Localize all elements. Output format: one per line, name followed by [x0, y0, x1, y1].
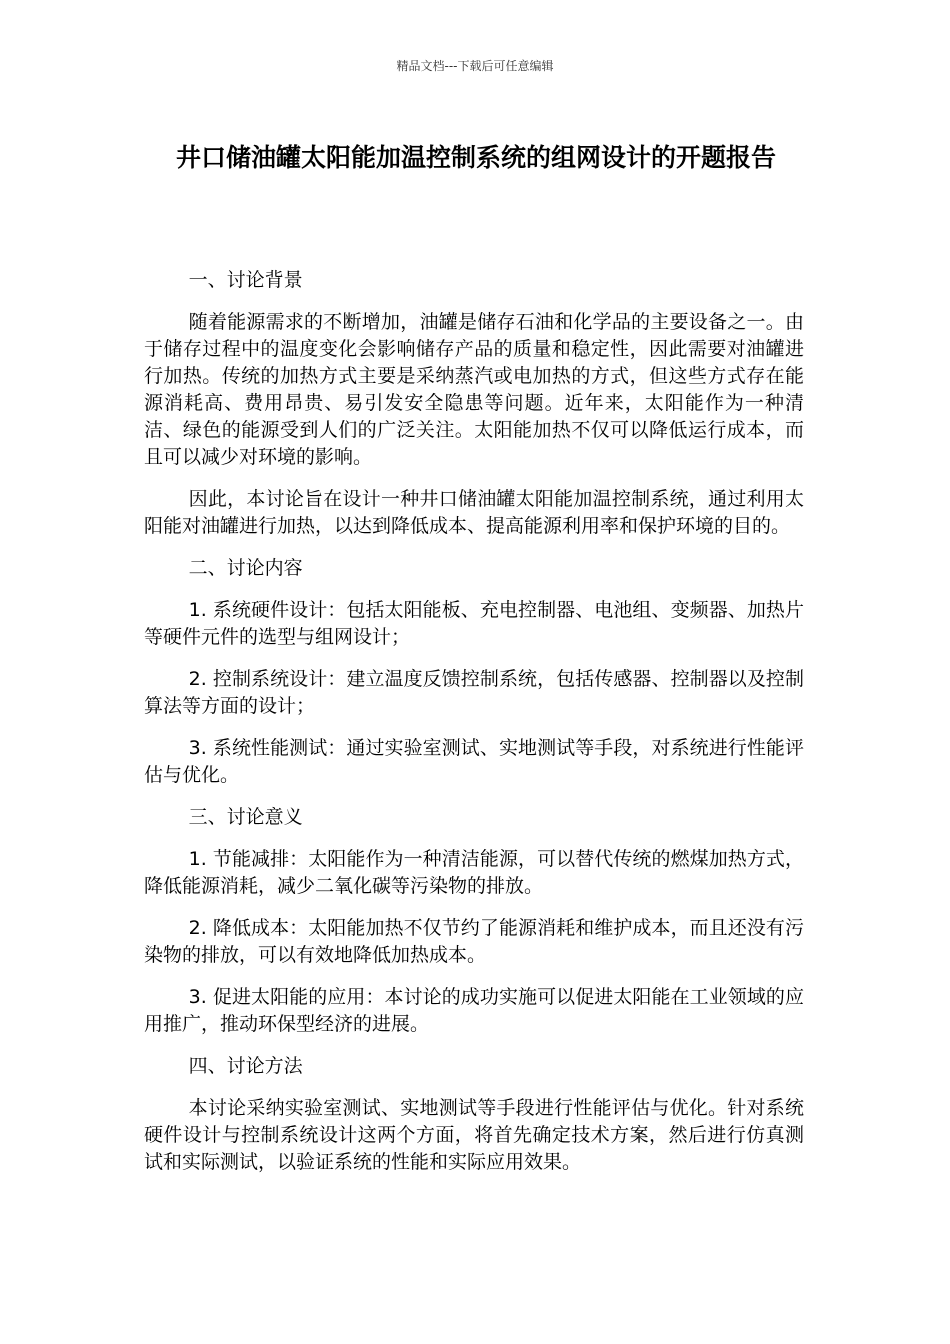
document-body	[144, 267, 804, 1191]
page-header: 精品文档---下载后可任意编辑	[396, 59, 554, 73]
document-title: 井口储油罐太阳能加温控制系统的组网设计的开题报告	[175, 143, 776, 172]
list-item: 2. 控制系统设计：建立温度反馈控制系统，包括传感器、控制器以及控制算法等方面的设计；	[144, 668, 804, 717]
list-item: 3. 促进太阳能的应用：本讨论的成功实施可以促进太阳能在工业领域的应用推广，推动环保型经济的进展。	[144, 986, 804, 1035]
paragraph: 本讨论采纳实验室测试、实地测试等手段进行性能评估与优化。针对系统硬件设计与控制系统设计这两个方面，将首先确定技术方案，然后进行仿真测试和实际测试，以验证系统的性能和实际应用效果。	[144, 1097, 804, 1173]
list-item: 1. 系统硬件设计：包括太阳能板、充电控制器、电池组、变频器、加热片等硬件元件的选型与组网设计；	[144, 599, 804, 648]
paragraph: 因此，本讨论旨在设计一种井口储油罐太阳能加温控制系统，通过利用太阳能对油罐进行加热，以达到降低成本、提高能源利用率和保护环境的目的。	[144, 488, 804, 537]
section-heading-content: 二、讨论内容	[188, 557, 303, 579]
list-item: 1. 节能减排：太阳能作为一种清洁能源，可以替代传统的燃煤加热方式，降低能源消耗，减少二氧化碳等污染物的排放。	[144, 848, 804, 897]
list-item: 2. 降低成本：太阳能加热不仅节约了能源消耗和维护成本，而且还没有污染物的排放，可以有效地降低加热成本。	[144, 917, 804, 966]
list-item: 3. 系统性能测试：通过实验室测试、实地测试等手段，对系统进行性能评估与优化。	[144, 737, 804, 786]
paragraph: 随着能源需求的不断增加，油罐是储存石油和化学品的主要设备之一。由于储存过程中的温度变化会影响储存产品的质量和稳定性，因此需要对油罐进行加热。传统的加热方式主要是采纳蒸汽或电加热的方式，但这些方式存在能源消耗高、费用昂贵、易引发安全隐患等问题。近年来，太阳能作为一种清洁、绿色的能源受到人们的广泛关注。太阳能加热不仅可以降低运行成本，而且可以减少对环境的影响。	[144, 311, 804, 468]
section-heading-significance: 三、讨论意义	[188, 806, 303, 828]
section-heading-background: 一、讨论背景	[188, 269, 303, 291]
section-heading-method: 四、讨论方法	[188, 1055, 303, 1077]
